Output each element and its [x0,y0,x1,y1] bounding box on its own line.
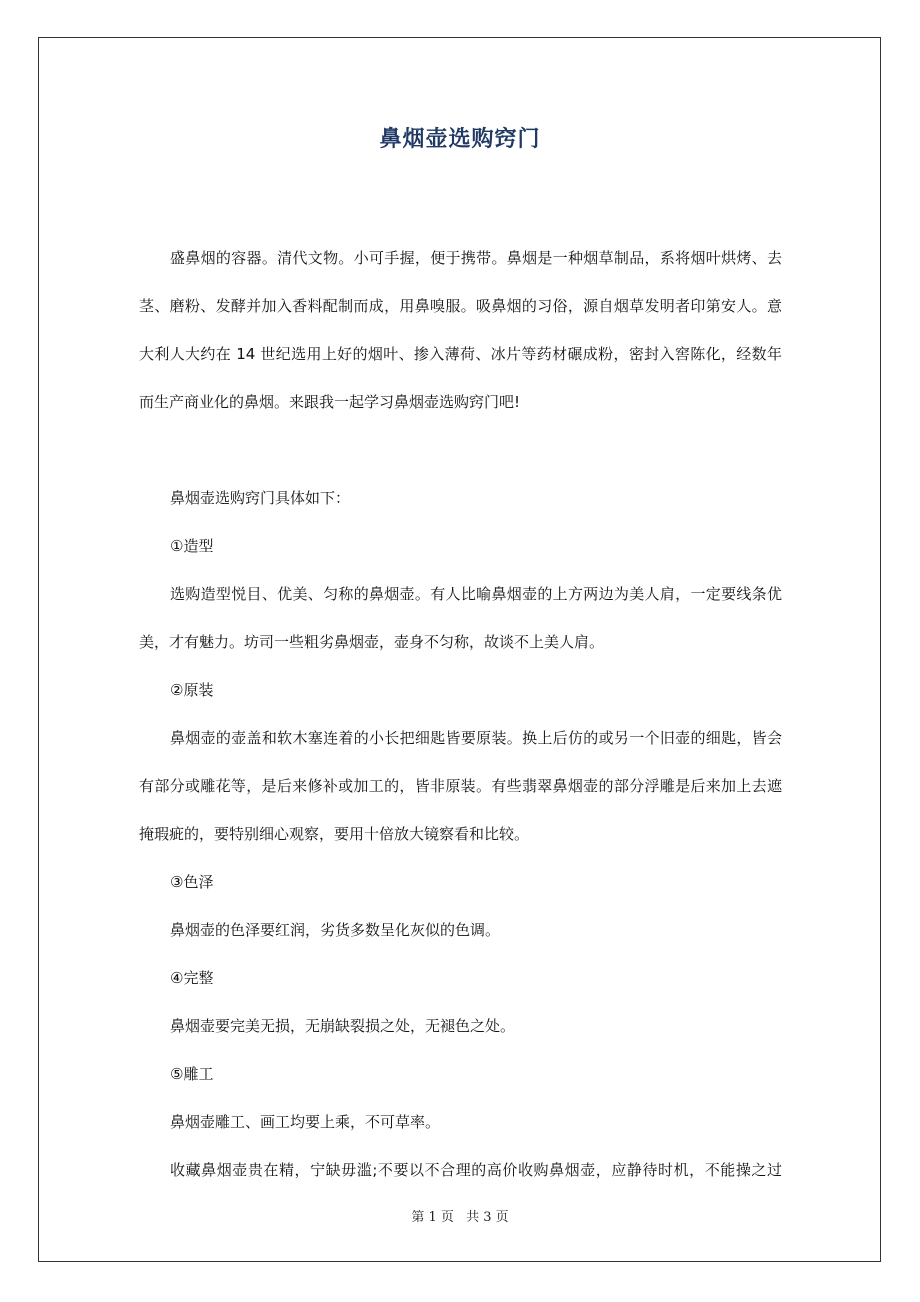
section-heading: ①造型 [170,537,214,555]
section-heading: ③色泽 [170,873,214,891]
text-line: 而生产商业化的鼻烟。来跟我一起学习鼻烟壶选购窍门吧! [139,393,521,411]
document-title: 鼻烟壶选购窍门 [379,127,541,152]
text-line: 鼻烟壶要完美无损，无崩缺裂损之处，无褪色之处。 [170,1017,516,1035]
text-line: 鼻烟壶的壶盖和软木塞连着的小长把细匙皆要原装。换上后仿的或另一个旧壶的细匙，皆会 [170,729,782,747]
section-heading: ②原装 [170,681,214,699]
document-body [139,234,782,1194]
text-line: 鼻烟壶的色泽要红润，劣货多数呈化灰似的色调。 [170,921,501,939]
text-line: 美，才有魅力。坊司一些粗劣鼻烟壶，壶身不匀称，故谈不上美人肩。 [139,633,605,651]
section-heading: ⑤雕工 [170,1065,214,1083]
text-line: 鼻烟壶选购窍门具体如下： [170,489,351,507]
text-line: 掩瑕疵的，要特别细心观察，要用十倍放大镜察看和比较。 [139,825,530,843]
text-line: 有部分或雕花等，是后来修补或加工的，皆非原装。有些翡翠鼻烟壶的部分浮雕是后来加上去遮 [139,777,782,795]
page-total: 共 3 页 [466,1210,509,1225]
page-footer [0,1206,920,1225]
text-line: 大利人大约在 14 世纪选用上好的烟叶、掺入薄荷、冰片等药材碾成粉，密封入窖陈化，经数年 [139,345,782,363]
text-line: 收藏鼻烟壶贵在精，宁缺毋滥;不要以不合理的高价收购鼻烟壶，应静待时机，不能操之过 [170,1161,782,1179]
text-line: 茎、磨粉、发酵并加入香料配制而成，用鼻嗅服。吸鼻烟的习俗，源自烟草发明者印第安人。意 [139,297,782,315]
text-line: 鼻烟壶雕工、画工均要上乘，不可草率。 [170,1113,441,1131]
section-heading: ④完整 [170,969,214,987]
text-line: 盛鼻烟的容器。清代文物。小可手握，便于携带。鼻烟是一种烟草制品，系将烟叶烘烤、去 [170,249,782,267]
text-line: 选购造型悦目、优美、匀称的鼻烟壶。有人比喻鼻烟壶的上方两边为美人肩，一定要线条优 [170,585,782,603]
page-number: 第 1 页 [411,1210,454,1225]
